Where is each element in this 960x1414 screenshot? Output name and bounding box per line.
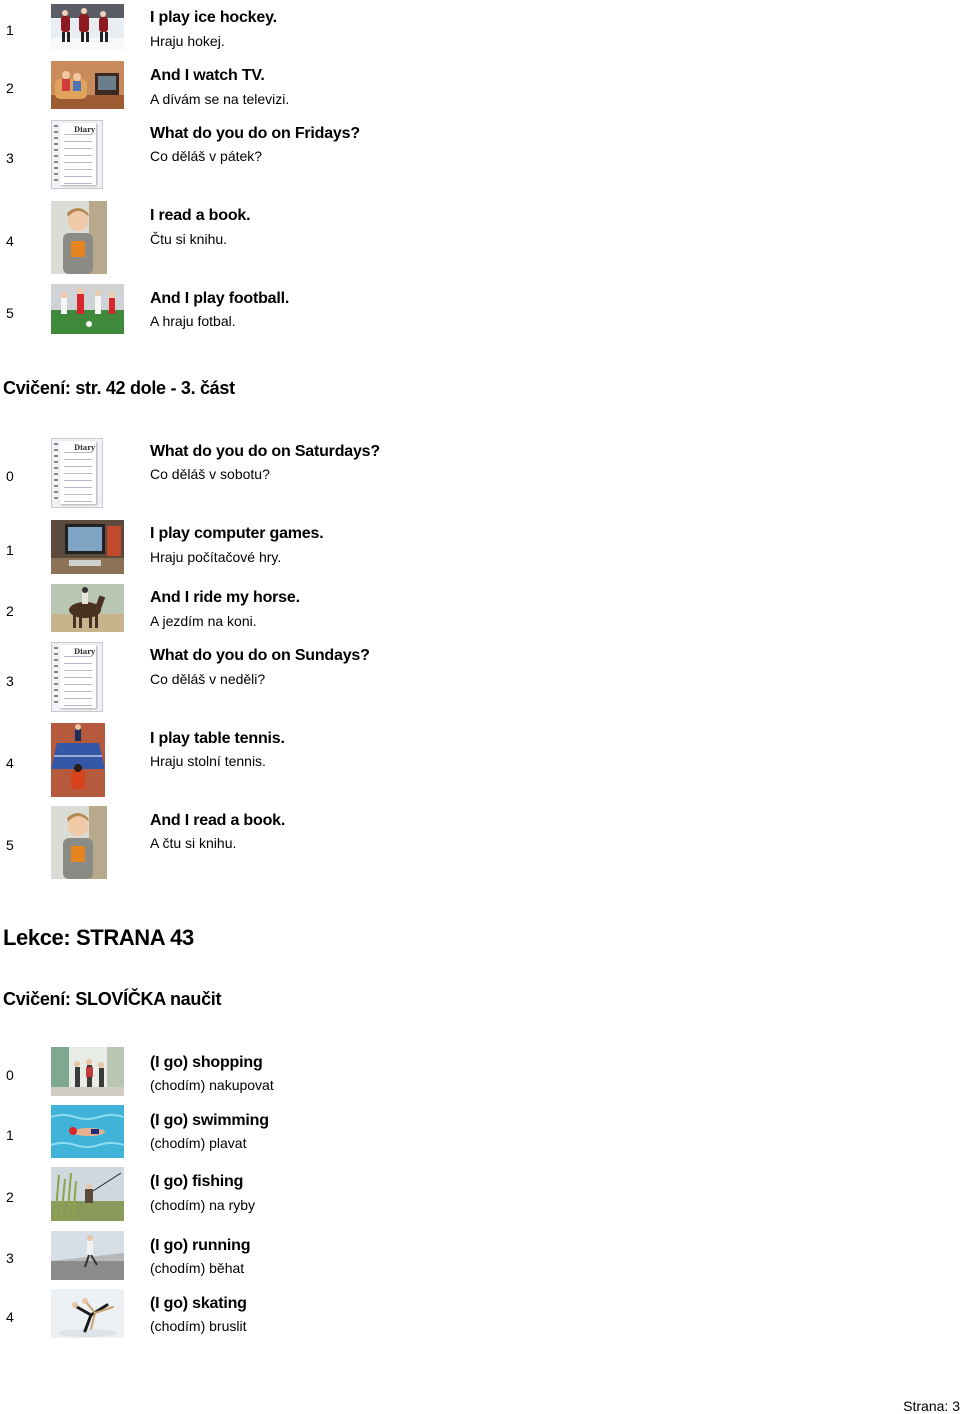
- english-sentence: I play ice hockey.: [150, 9, 277, 26]
- skating-photo: [51, 1289, 124, 1338]
- lesson-heading: Lekce: STRANA 43: [3, 925, 194, 950]
- czech-translation: Co děláš v pátek?: [150, 148, 263, 164]
- english-sentence: And I play football.: [150, 290, 290, 307]
- page-number: Strana: 3: [903, 1398, 960, 1414]
- diary-title: Diary: [74, 647, 96, 656]
- diary-title: Diary: [74, 125, 96, 134]
- english-phrase: (I go) skating: [150, 1295, 247, 1312]
- computer-games-photo: [51, 520, 124, 574]
- czech-translation: (chodím) běhat: [150, 1260, 245, 1276]
- exercise-heading: Cvičení: SLOVÍČKA naučit: [3, 989, 222, 1009]
- item-number: 3: [6, 673, 14, 689]
- czech-translation: A čtu si knihu.: [150, 835, 237, 851]
- item-number: 3: [6, 150, 14, 166]
- exercise-heading: Cvičení: str. 42 dole - 3. část: [3, 378, 235, 398]
- czech-translation: Hraju počítačové hry.: [150, 549, 282, 565]
- horse-riding-photo: [51, 584, 124, 632]
- item-number: 1: [6, 1127, 14, 1143]
- item-number: 4: [6, 233, 14, 249]
- item-number: 2: [6, 603, 14, 619]
- english-sentence: What do you do on Fridays?: [150, 125, 360, 142]
- english-phrase: (I go) fishing: [150, 1173, 244, 1190]
- item-number: 2: [6, 1189, 14, 1205]
- english-sentence: What do you do on Saturdays?: [150, 443, 380, 460]
- czech-translation: A jezdím na koni.: [150, 613, 257, 629]
- czech-translation: A hraju fotbal.: [150, 313, 236, 329]
- english-sentence: I play table tennis.: [150, 730, 285, 747]
- football-photo: [51, 284, 124, 334]
- diary-page: [51, 120, 103, 189]
- czech-translation: Hraju hokej.: [150, 33, 225, 49]
- czech-translation: (chodím) nakupovat: [150, 1077, 274, 1093]
- item-number: 0: [6, 468, 14, 484]
- czech-translation: (chodím) bruslit: [150, 1318, 247, 1334]
- czech-translation: Hraju stolní tennis.: [150, 753, 266, 769]
- item-number: 1: [6, 22, 14, 38]
- running-photo: [51, 1231, 124, 1280]
- czech-translation: A dívám se na televizi.: [150, 91, 290, 107]
- watching-tv-photo: [51, 61, 124, 109]
- reading-book-photo: [51, 806, 107, 879]
- czech-translation: Čtu si knihu.: [150, 231, 228, 247]
- english-sentence: I read a book.: [150, 207, 251, 224]
- fishing-photo: [51, 1167, 124, 1221]
- diary-page: [51, 438, 103, 508]
- english-phrase: (I go) swimming: [150, 1112, 269, 1129]
- item-number: 5: [6, 305, 14, 321]
- english-sentence: And I watch TV.: [150, 67, 265, 84]
- reading-book-photo: [51, 201, 107, 274]
- english-sentence: And I read a book.: [150, 812, 286, 829]
- item-number: 1: [6, 542, 14, 558]
- item-number: 2: [6, 80, 14, 96]
- item-number: 4: [6, 755, 14, 771]
- czech-translation: Co děláš v neděli?: [150, 671, 266, 687]
- czech-translation: (chodím) plavat: [150, 1135, 247, 1151]
- shopping-photo: [51, 1047, 124, 1096]
- english-phrase: (I go) shopping: [150, 1054, 263, 1071]
- swimming-photo: [51, 1105, 124, 1158]
- diary-page: [51, 642, 103, 712]
- english-phrase: (I go) running: [150, 1237, 251, 1254]
- item-number: 0: [6, 1067, 14, 1083]
- item-number: 4: [6, 1309, 14, 1325]
- english-sentence: And I ride my horse.: [150, 589, 300, 606]
- czech-translation: (chodím) na ryby: [150, 1197, 256, 1213]
- czech-translation: Co děláš v sobotu?: [150, 466, 270, 482]
- item-number: 3: [6, 1250, 14, 1266]
- ice-hockey-photo: [51, 4, 124, 50]
- table-tennis-photo: [51, 723, 105, 797]
- diary-title: Diary: [74, 443, 96, 452]
- english-sentence: What do you do on Sundays?: [150, 647, 370, 664]
- english-sentence: I play computer games.: [150, 525, 324, 542]
- item-number: 5: [6, 837, 14, 853]
